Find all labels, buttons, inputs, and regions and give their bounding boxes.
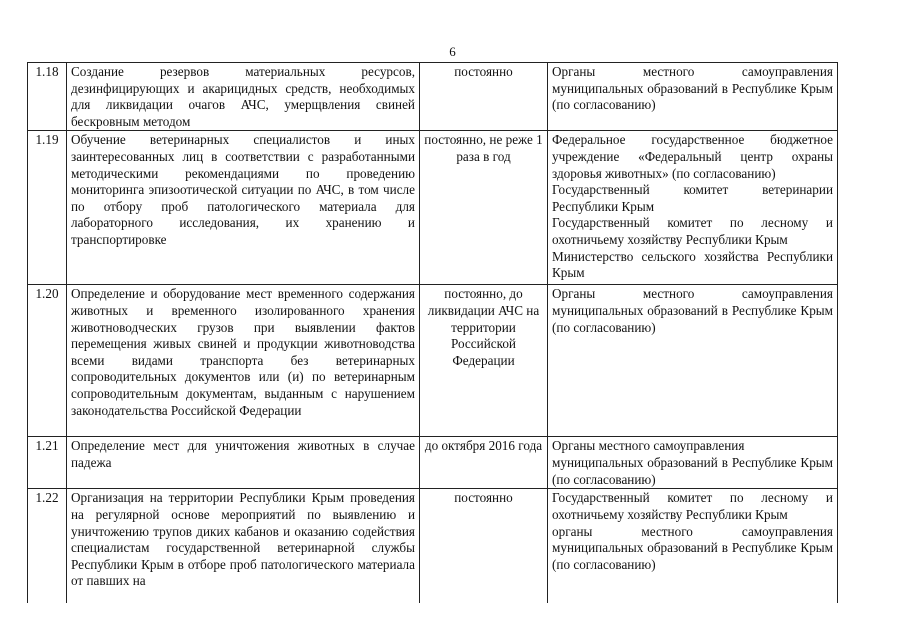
responsible-cell [548,285,838,437]
responsible-cell [548,131,838,285]
table-row [28,63,838,131]
term-cell: постоянно, не реже 1 раза в год [420,131,548,285]
responsible-entry: Органы местного самоуправления муниципальных образований в Республике Крым (по согласованию) [552,286,833,335]
table-row [28,131,838,285]
responsible-cell [548,489,838,603]
responsible-entry: Государственный комитет по лесному и охотничьему хозяйству Республики Крым [552,215,833,247]
term-cell: постоянно [420,63,548,131]
responsible-cell [548,437,838,489]
responsible-cell [548,63,838,131]
responsible-entry: Государственный комитет по лесному и охотничьему хозяйству Республики Крым [552,490,833,522]
term-cell: постоянно [420,489,548,603]
activity-cell: Обучение ветеринарных специалистов и иных заинтересованных лиц в соответствии с разработанными методическими рекомендациями по проведению мониторинга эпизоотической ситуации по АЧС, в том числе по отбору проб патологического материала для лабораторного исследования, их хранению и транспортировке [67,131,420,285]
table-row [28,489,838,603]
row-number: 1.18 [28,63,67,131]
row-number: 1.20 [28,285,67,437]
term-cell: постоянно, до ликвидации АЧС на территории Российской Федерации [420,285,548,437]
responsible-entry: Федеральное государственное бюджетное учреждение «Федеральный центр охраны здоровья животных» (по согласованию) [552,132,833,181]
table-row [28,285,838,437]
responsible-entry: органы местного самоуправления муниципальных образований в Республике Крым (по согласованию) [552,523,833,572]
responsible-entry: Органы местного самоуправления муниципальных образований в Республике Крым (по согласованию) [552,64,833,113]
row-number: 1.19 [28,131,67,285]
measures-table [27,62,838,603]
term-cell: до октября 2016 года [420,437,548,489]
row-number: 1.22 [28,489,67,603]
table-row [28,437,838,489]
activity-cell: Определение мест для уничтожения животных в случае падежа [67,437,420,489]
responsible-entry: Органы местного самоуправления [552,438,745,454]
responsible-entry: муниципальных образований в Республике Крым (по согласованию) [552,454,833,487]
activity-cell: Создание резервов материальных ресурсов, дезинфицирующих и акарицидных средств, необходимых для ликвидации очагов АЧС, умерщвления свиней бескровным методом [67,63,420,131]
row-number: 1.21 [28,437,67,489]
activity-cell: Определение и оборудование мест временного содержания животных и временного изолированного хранения животноводческих грузов при выявлении фактов перемещения живых свиней и продукции животноводства всеми видами транспорта без ветеринарных сопроводительных документов или (и) по ветеринарным сопроводительным документам, выданным с нарушением законодательства Российской Федерации [67,285,420,437]
page-number: 6 [449,44,456,59]
activity-cell: Организация на территории Республики Крым проведения на регулярной основе мероприятий по выявлению и уничтожению трупов диких кабанов и оказанию содействия специалистам государственной ветеринарной службы Республики Крым в отборе проб патологического материала от павших на [67,489,420,603]
responsible-entry: Министерство сельского хозяйства Республики Крым [552,248,833,281]
responsible-entry: Государственный комитет ветеринарии Республики Крым [552,182,833,214]
